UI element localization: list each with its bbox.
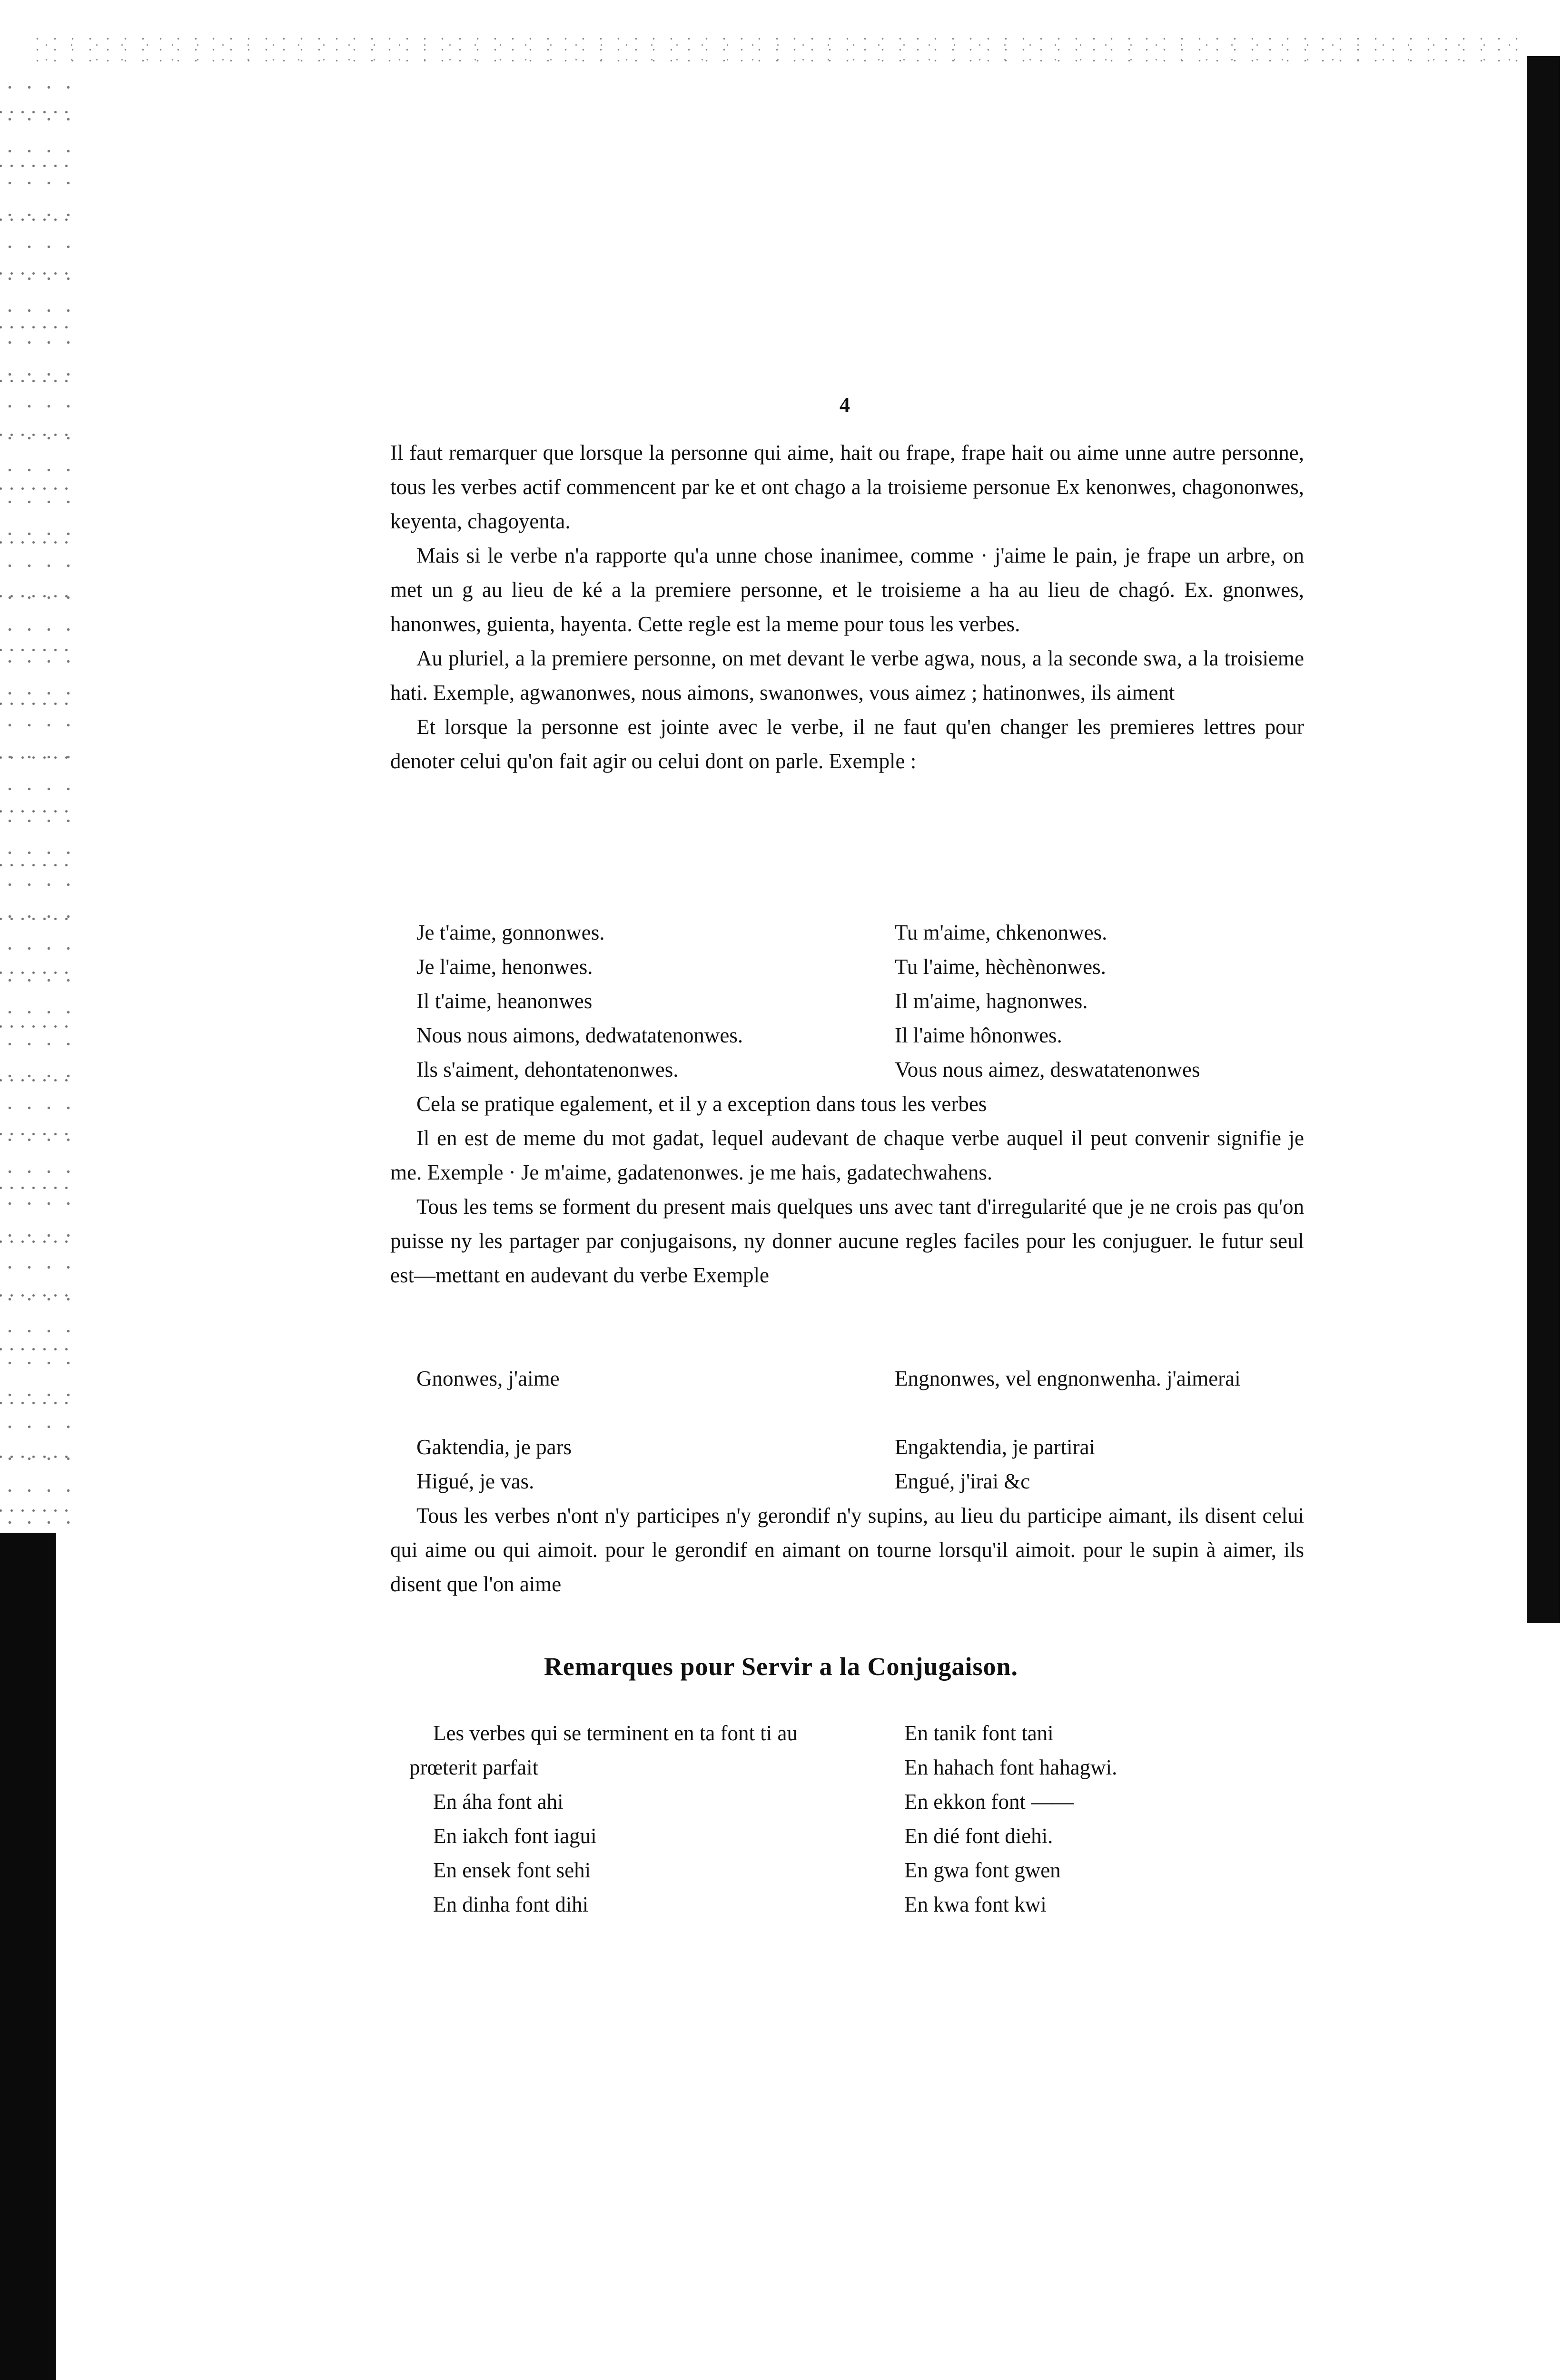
paragraph: Mais si le verbe n'a rapporte qu'a unne chose inanimee, comme · j'aime le pain, je frape un arbre, on met un g au lieu de ké a la premiere personne, et le troisieme a ha au lieu de chagó. Ex. gnonwes, hanonwes, guienta, hayenta. Cette regle est la meme pour tous les verbes. — [390, 544, 1304, 636]
example-left: Ils s'aiment, dehontatenonwes. — [416, 1058, 679, 1081]
paragraph: Tous les verbes n'ont n'y participes n'y gerondif n'y supins, au lieu du participe aimant, ils disent celui qui aime ou qui aimoit. pour le gerondif en aimant on tourne lorsqu'il aimoit. pour le supin à aimer, ils disent que l'on aime — [390, 1504, 1304, 1596]
example-row — [390, 984, 1304, 1018]
intro-text — [390, 436, 1304, 778]
remark-right: En dié font diehi. — [904, 1824, 1053, 1848]
example-row — [390, 915, 1304, 950]
paragraph: Il en est de meme du mot gadat, lequel audevant de chaque verbe auquel il peut convenir signifie je me. Exemple · Je m'aime, gadatenonwes. je me hais, gadatechwahens. — [390, 1126, 1304, 1184]
example-right: Il m'aime, hagnonwes. — [895, 989, 1088, 1013]
example-left: Il t'aime, heanonwes — [416, 989, 593, 1013]
future-row — [390, 1361, 1304, 1430]
remark-right: En hahach font hahagwi. — [904, 1755, 1117, 1779]
remark-right: En ekkon font —— — [904, 1790, 1074, 1814]
example-right: Tu m'aime, chkenonwes. — [895, 921, 1107, 944]
example-pairs — [390, 915, 1304, 1087]
remark-right: En kwa font kwi — [904, 1893, 1047, 1916]
page-number: 4 — [840, 393, 850, 416]
closing-text — [390, 1498, 1304, 1601]
remark-right: En gwa font gwen — [904, 1858, 1061, 1882]
remark-left: En áha font ahi — [433, 1790, 564, 1814]
remark-left: Les verbes qui se terminent en ta font ti au prœterit parfait — [409, 1721, 798, 1779]
example-right: Il l'aime hônonwes. — [895, 1023, 1062, 1047]
middle-text — [390, 1087, 1304, 1292]
scan-noise-top — [29, 33, 1532, 62]
example-left: Je l'aime, henonwes. — [416, 955, 593, 979]
scan-noise-left — [0, 71, 71, 1533]
example-right: Tu l'aime, hèchènonwes. — [895, 955, 1106, 979]
remark-row — [409, 1785, 1304, 1819]
paragraph: Cela se pratique egalement, et il y a exception dans tous les verbes — [416, 1092, 987, 1116]
remark-row — [409, 1887, 1304, 1922]
future-row — [390, 1430, 1304, 1464]
future-left: Higué, je vas. — [416, 1469, 534, 1493]
example-left: Je t'aime, gonnonwes. — [416, 921, 605, 944]
paragraph: Et lorsque la personne est jointe avec le verbe, il ne faut qu'en changer les premieres lettres pour denoter celui qu'on fait agir ou celui dont on parle. Exemple : — [390, 715, 1304, 773]
future-right: Engaktendia, je partirai — [895, 1435, 1096, 1459]
paragraph: Au pluriel, a la premiere personne, on met devant le verbe agwa, nous, a la seconde swa, a la troisieme hati. Exemple, agwanonwes, nous aimons, swanonwes, vous aimez ; hatinonwes, ils aiment — [390, 646, 1304, 704]
example-left: Nous nous aimons, dedwatatenonwes. — [416, 1023, 743, 1047]
future-right: Engnonwes, vel engnonwenha. j'aimerai — [895, 1367, 1241, 1390]
remark-row — [409, 1716, 1304, 1785]
remark-right: En tanik font tani — [904, 1721, 1054, 1745]
example-right: Vous nous aimez, deswatatenonwes — [895, 1058, 1200, 1081]
future-left: Gaktendia, je pars — [416, 1435, 572, 1459]
future-left: Gnonwes, j'aime — [416, 1367, 560, 1390]
section-heading: Remarques pour Servir a la Conjugaison. — [544, 1652, 1018, 1681]
remark-left: En iakch font iagui — [433, 1824, 597, 1848]
future-row — [390, 1464, 1304, 1498]
example-row — [390, 1018, 1304, 1052]
remarks-table — [409, 1716, 1304, 1922]
future-examples — [390, 1361, 1304, 1498]
paragraph: Tous les tems se forment du present mais quelques uns avec tant d'irregularité que je ne crois pas qu'on puisse ny les partager par conjugaisons, ny donner aucune regles faciles pour les conjuguer. le futur seul est—mettant en audevant du verbe Exemple — [390, 1195, 1304, 1287]
example-row — [390, 950, 1304, 984]
example-row — [390, 1052, 1304, 1087]
remark-left: En dinha font dihi — [433, 1893, 589, 1916]
remark-row — [409, 1853, 1304, 1887]
future-right: Engué, j'irai &c — [895, 1469, 1030, 1493]
scan-dark-edge-right — [1527, 56, 1560, 1623]
remark-left: En ensek font sehi — [433, 1858, 591, 1882]
paragraph: Il faut remarquer que lorsque la personne qui aime, hait ou frape, frape hait ou aime unne autre personne, tous les verbes actif commencent par ke et ont chago a la troisieme personue Ex kenonwes, chagononwes, keyenta, chagoyenta. — [390, 441, 1304, 533]
remark-row — [409, 1819, 1304, 1853]
